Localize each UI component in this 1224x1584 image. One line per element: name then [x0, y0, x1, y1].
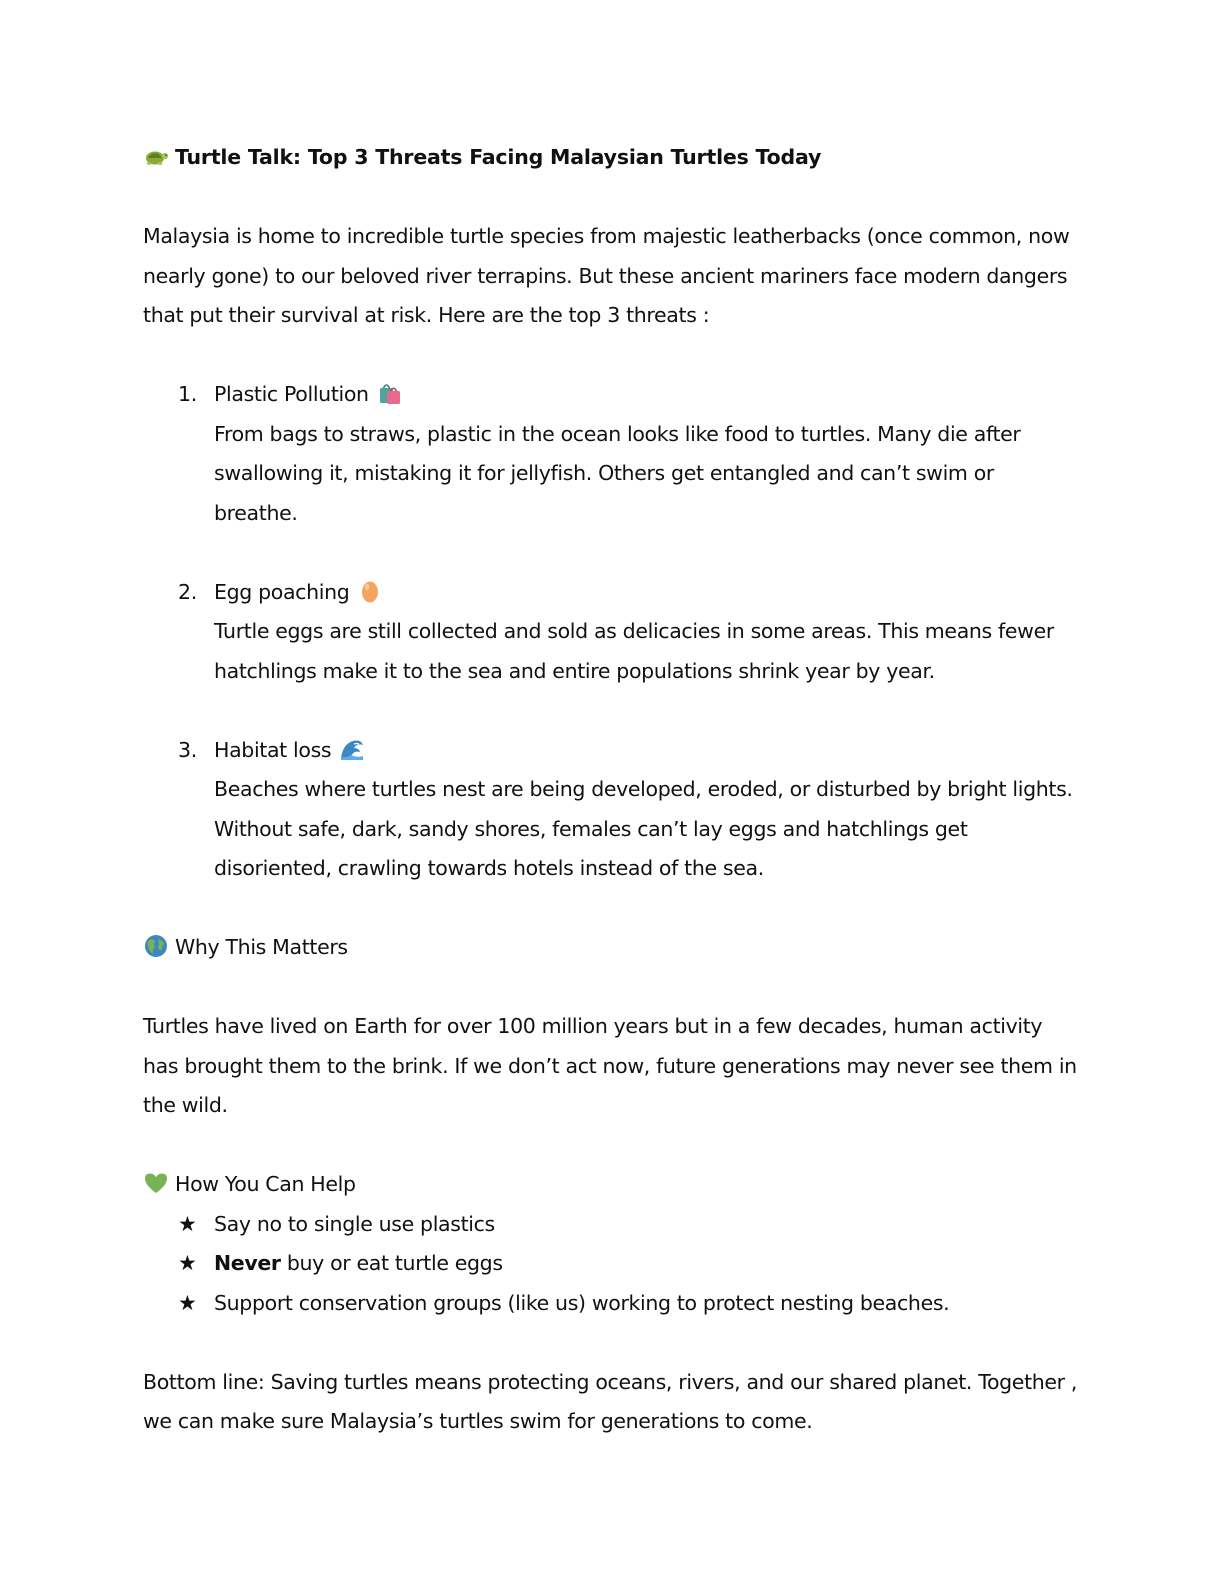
- star-bullet-icon: ★: [178, 1211, 197, 1236]
- help-item-emphasis: Never: [214, 1251, 281, 1275]
- list-spacer: [143, 691, 1083, 731]
- help-item-text: Say no to single use plastics: [214, 1211, 495, 1236]
- help-item-text: buy or eat turtle eggs: [280, 1251, 503, 1275]
- list-item: [143, 1244, 1083, 1284]
- help-list: [143, 1205, 1083, 1324]
- shopping-bags-icon: [377, 380, 403, 406]
- egg-icon: [357, 578, 383, 604]
- list-number: 2.: [178, 579, 197, 604]
- threat-title: Plastic Pollution: [214, 375, 1083, 415]
- threats-list: [143, 375, 1083, 889]
- green-heart-icon: [143, 1170, 169, 1196]
- wave-icon: [339, 736, 365, 762]
- document-title: Turtle Talk: Top 3 Threats Facing Malaysian Turtles Today: [143, 138, 1083, 178]
- list-item: [143, 731, 1083, 889]
- help-item-text: Support conservation groups (like us) working to protect nesting beaches.: [214, 1290, 950, 1315]
- list-item: [143, 1284, 1083, 1324]
- star-bullet-icon: ★: [178, 1251, 197, 1275]
- star-bullet-icon: ★: [178, 1290, 197, 1315]
- help-heading: How You Can Help: [143, 1165, 1083, 1205]
- threat-description: Beaches where turtles nest are being developed, eroded, or disturbed by bright lights. Without safe, dark, sandy shores, females can’t lay eggs and hatchlings get disoriented, crawling towards hotels instead of the sea.: [214, 777, 1073, 880]
- threat-description: From bags to straws, plastic in the ocean looks like food to turtles. Many die after swallowing it, mistaking it for jellyfish. Others get entangled and can’t swim or breathe.: [214, 421, 1021, 525]
- intro-paragraph: Malaysia is home to incredible turtle species from majestic leatherbacks (once common, now nearly gone) to our beloved river terrapins. But these ancient mariners face modern dangers that put their survival at risk. Here are the top 3 threats :: [143, 224, 1070, 327]
- turtle-icon: [143, 143, 169, 169]
- list-spacer: [143, 533, 1083, 573]
- threat-title: Habitat loss: [214, 731, 1083, 771]
- document-page: [143, 138, 1083, 1442]
- list-item: [143, 375, 1083, 533]
- list-number: 1.: [178, 382, 197, 406]
- bottom-line-paragraph: Bottom line: Saving turtles means protecting oceans, rivers, and our shared planet. Together , we can make sure Malaysia’s turtles swim for generations to come.: [143, 1369, 1078, 1433]
- list-item: [143, 573, 1083, 692]
- threat-title: Egg poaching: [214, 573, 1083, 613]
- globe-icon: [143, 933, 169, 959]
- threat-description: Turtle eggs are still collected and sold as delicacies in some areas. This means fewer hatchlings make it to the sea and entire populations shrink year by year.: [214, 619, 1054, 683]
- list-item: [143, 1205, 1083, 1245]
- why-heading: Why This Matters: [143, 928, 1083, 968]
- why-paragraph: Turtles have lived on Earth for over 100 million years but in a few decades, human activity has brought them to the brink. If we don’t act now, future generations may never see them in the wild.: [143, 1014, 1077, 1117]
- list-number: 3.: [178, 737, 197, 762]
